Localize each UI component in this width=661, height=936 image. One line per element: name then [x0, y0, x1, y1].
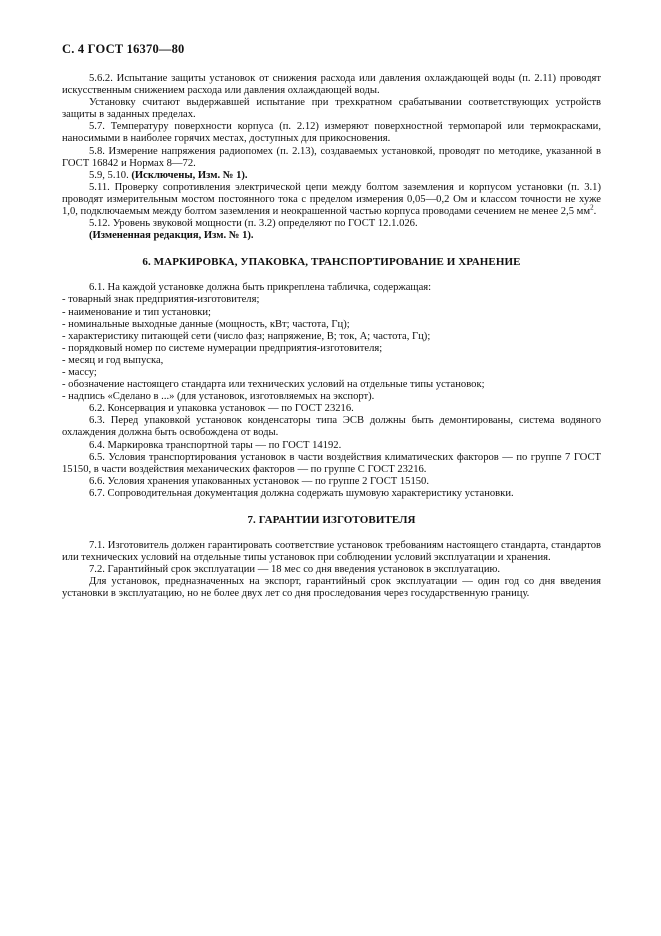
paragraph-5-11 — [62, 182, 601, 218]
paragraph-5-12: 5.12. Уровень звуковой мощности (п. 3.2) определяют по ГОСТ 12.1.026. — [89, 218, 418, 230]
list-item: - надпись «Сделано в ...» (для установок, изготовляемых на экспорт). — [62, 391, 375, 403]
paragraph-6-4: 6.4. Маркировка транспортной тары — по ГОСТ 14192. — [89, 439, 342, 451]
paragraph-7-1: 7.1. Изготовитель должен гарантировать соответствие установок требованиям настоящего стандарта, стандартов или технических условий на отдельные типы установок при соблюдении условий эксплуатации и хранения. — [62, 540, 601, 564]
paragraph-6-5: 6.5. Условия транспортирования установок в части воздействия климатических факторов — по группе 7 ГОСТ 15150, в части воздействия механических факторов — по группе С ГОСТ 23216. — [62, 451, 601, 475]
paragraph-7-2: 7.2. Гарантийный срок эксплуатации — 18 мес со дня введения установок в эксплуатацию. — [89, 564, 501, 576]
section-7-heading: 7. ГАРАНТИИ ИЗГОТОВИТЕЛЯ — [247, 514, 416, 526]
list-item: - порядковый номер по системе нумерации предприятия-изготовителя; — [62, 342, 383, 354]
paragraph-5-11-end: . — [593, 206, 597, 218]
section-7 — [62, 540, 601, 600]
paragraph-7-2-export: Для установок, предназначенных на экспорт, гарантийный срок эксплуатации — один год со дня введения установки в эксплуатацию, но не более двух лет со дня проследования через государственную границу. — [62, 576, 601, 600]
list-item: - характеристику питающей сети (число фаз; напряжение, В; ток, А; частота, Гц); — [62, 330, 431, 342]
paragraph-6-7: 6.7. Сопроводительная документация должна содержать шумовую характеристику установки. — [89, 487, 514, 499]
paragraph-5-6-2-note: Установку считают выдержавшей испытание при трехкратном срабатывании соответствующих устройств защиты в заданных пределах. — [62, 97, 601, 121]
list-item: - массу; — [62, 366, 97, 378]
section-6-heading: 6. МАРКИРОВКА, УПАКОВКА, ТРАНСПОРТИРОВАНИЕ И ХРАНЕНИЕ — [142, 256, 521, 269]
superscript-2: 2 — [590, 203, 594, 212]
list-item: - обозначение настоящего стандарта или технических условий на отдельные типы установок; — [62, 379, 485, 391]
paragraph-5-9-amendment: (Исключены, Изм. № 1). — [131, 169, 248, 181]
paragraph-5-9 — [62, 170, 601, 182]
list-item: - товарный знак предприятия-изготовителя; — [62, 294, 260, 306]
paragraph-5-12-amendment: (Измененная редакция, Изм. № 1). — [89, 230, 254, 242]
section-6 — [62, 282, 601, 500]
paragraph-6-3: 6.3. Перед упаковкой установок конденсаторы типа ЭСВ должны быть демонтированы, система водяного охлаждения должна быть освобождена от воды. — [62, 415, 601, 439]
running-head: С. 4 ГОСТ 16370—80 — [62, 42, 185, 56]
paragraph-6-1: 6.1. На каждой установке должна быть прикреплена табличка, содержащая: — [89, 282, 432, 294]
list-item: - наименование и тип установки; — [62, 306, 211, 318]
paragraph-5-8: 5.8. Измерение напряжения радиопомех (п. 2.13), создаваемых установкой, проводят по методике, указанной в ГОСТ 16842 и Нормах 8—72. — [62, 145, 601, 169]
section-5 — [62, 73, 601, 242]
list-item: - месяц и год выпуска, — [62, 354, 164, 366]
paragraph-5-11-text: 5.11. Проверку сопротивления электрической цепи между болтом заземления и корпусом установки (п. 3.1) проводят измерительным мостом постоянного тока с пределом измерения 0,05—0,2 Ом и классом точности не хуже 1,0, подключаемым между болтом заземления и неокрашенной частью корпуса проводами сечением не менее 2,5 мм — [62, 181, 601, 218]
paragraph-5-6-2: 5.6.2. Испытание защиты установок от снижения расхода или давления охлаждающей воды (п. 2.11) проводят искусственным снижением расхода или давления охлаждающей воды. — [62, 73, 601, 97]
list-item: - номинальные выходные данные (мощность, кВт; частота, Гц); — [62, 318, 350, 330]
paragraph-6-2: 6.2. Консервация и упаковка установок — по ГОСТ 23216. — [89, 403, 354, 415]
paragraph-5-9-number: 5.9, 5.10. — [89, 169, 132, 181]
paragraph-5-7: 5.7. Температуру поверхности корпуса (п. 2.12) измеряют поверхностной термопарой или термокрасками, наносимыми в наиболее горячих местах, доступных для прикосновения. — [62, 121, 601, 145]
paragraph-6-6: 6.6. Условия хранения упакованных установок — по группе 2 ГОСТ 15150. — [89, 475, 430, 487]
document-page — [62, 42, 601, 600]
